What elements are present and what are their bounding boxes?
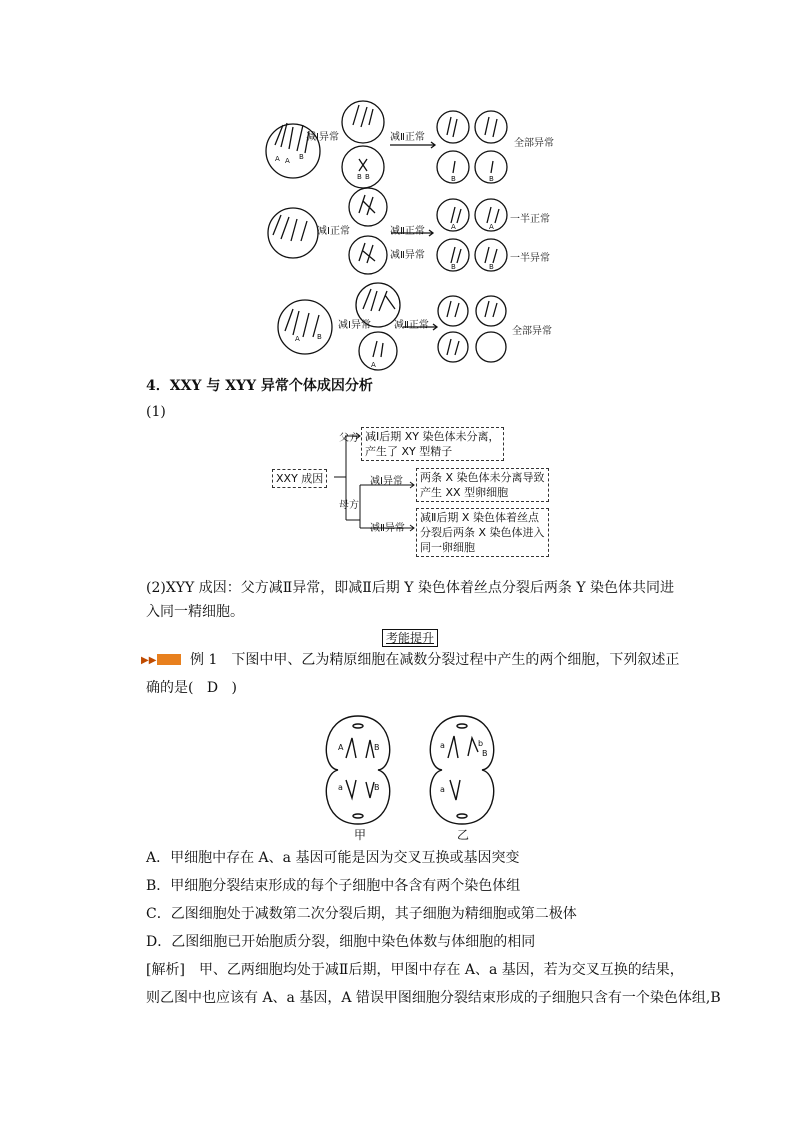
gene-label: B [299,153,304,161]
figure-label-jia: 甲 [354,828,367,842]
gene-label: B [451,263,456,271]
flow-root-text: XXY 成因 [276,472,324,485]
option-a: A．甲细胞中存在 A、a 基因可能是因为交叉互换或基因突变 [146,850,520,866]
row3-result: 全部异常 [512,326,552,337]
flow-m2-label: 减Ⅱ异常 [370,523,405,534]
gene-label: A [338,743,344,752]
gene-label: b [478,739,484,748]
gene-label: B [451,175,456,183]
flow-m1-label: 减Ⅰ异常 [370,476,403,487]
flow-father-box [361,427,504,461]
part1-label: (1) [146,404,166,420]
example-prefix: 确的是( [146,680,194,696]
flow-m2-box [416,508,549,557]
example-tag [157,654,181,665]
gene-label: A [489,223,494,231]
example-line1: 例 1 下图中甲、乙为精原细胞在减数分裂过程中产生的两个细胞，下列叙述正 [190,652,680,668]
row2-arrow1-label: 减Ⅰ正常 [317,226,350,237]
gene-label: A [275,155,280,163]
answer: D [206,680,219,696]
figure-label-yi: 乙 [457,828,470,842]
flow-line: 减Ⅱ后期 X 染色体着丝点 [420,511,539,524]
gene-label: A [295,335,300,343]
banner: 考能提升 [382,629,438,647]
gene-label: B [365,173,370,181]
option-d: D．乙图细胞已开始胞质分裂，细胞中染色体数与体细胞的相同 [146,934,536,950]
gene-label: B [374,783,380,792]
gene-label: B [317,333,322,341]
gene-label: a [338,783,343,792]
gene-label: A [285,157,290,165]
analysis-label: [解析] [146,962,185,978]
analysis-line1 [146,960,684,980]
gene-label: B [489,175,494,183]
row2-arrow2a-label: 减Ⅱ正常 [390,226,425,237]
gene-label: A [451,223,456,231]
row1-arrow1-label: 减Ⅰ异常 [306,132,339,143]
gene-label: B [374,743,380,752]
analysis-line2: 则乙图中也应该有 A、a 基因，A 错误甲图细胞分裂结束形成的子细胞只含有一个染色体组,B [146,990,721,1006]
flow-mother-label: 母方 [339,500,359,511]
example-marker-icon: ▶▶ [141,655,157,666]
flow-line: 产生 XX 型卵细胞 [420,486,509,499]
gene-label: B [482,749,488,758]
row3-arrow2-label: 减Ⅱ正常 [394,320,429,331]
row2-result-a: 一半正常 [510,214,550,225]
flow-root [272,469,327,488]
part2-line1: (2)XYY 成因：父方减Ⅱ异常，即减Ⅱ后期 Y 染色体着丝点分裂后两条 Y 染色体共同进 [146,580,675,596]
row1-result: 全部异常 [514,138,554,149]
flow-father-label: 父方 [339,433,359,444]
cell-figures [318,712,508,830]
gene-label: A [371,361,376,369]
row2-result-b: 一半异常 [510,253,550,264]
option-b: B．甲细胞分裂结束形成的每个子细胞中各含有两个染色体组 [146,878,521,894]
analysis-text: 甲、乙两细胞均处于减Ⅱ后期，甲图中存在 A、a 基因，若为交叉互换的结果， [198,962,684,978]
gene-label: B [357,173,362,181]
flow-line: 产生了 XY 型精子 [365,445,453,458]
flow-m1-box [416,468,549,502]
row3-arrow1-label: 减Ⅰ异常 [338,320,371,331]
gene-label: a [440,741,445,750]
example-line2 [146,678,237,698]
row1-arrow2-label: 减Ⅱ正常 [390,132,425,143]
option-c: C．乙图细胞处于减数第二次分裂后期，其子细胞为精细胞或第二极体 [146,906,577,922]
example-suffix: ) [231,680,237,696]
section-heading: 4．XXY 与 XYY 异常个体成因分析 [146,378,373,394]
flow-line: 分裂后两条 X 染色体进入 [420,526,545,539]
flow-line: 减Ⅰ后期 XY 染色体未分离， [365,430,500,443]
gene-label: a [440,785,445,794]
row2-arrow2b-label: 减Ⅱ异常 [390,250,425,261]
flow-line: 两条 X 染色体未分离导致 [420,471,545,484]
part2-line2: 入同一精细胞。 [146,604,244,620]
flow-line: 同一卵细胞 [420,541,475,554]
gene-label: B [489,263,494,271]
